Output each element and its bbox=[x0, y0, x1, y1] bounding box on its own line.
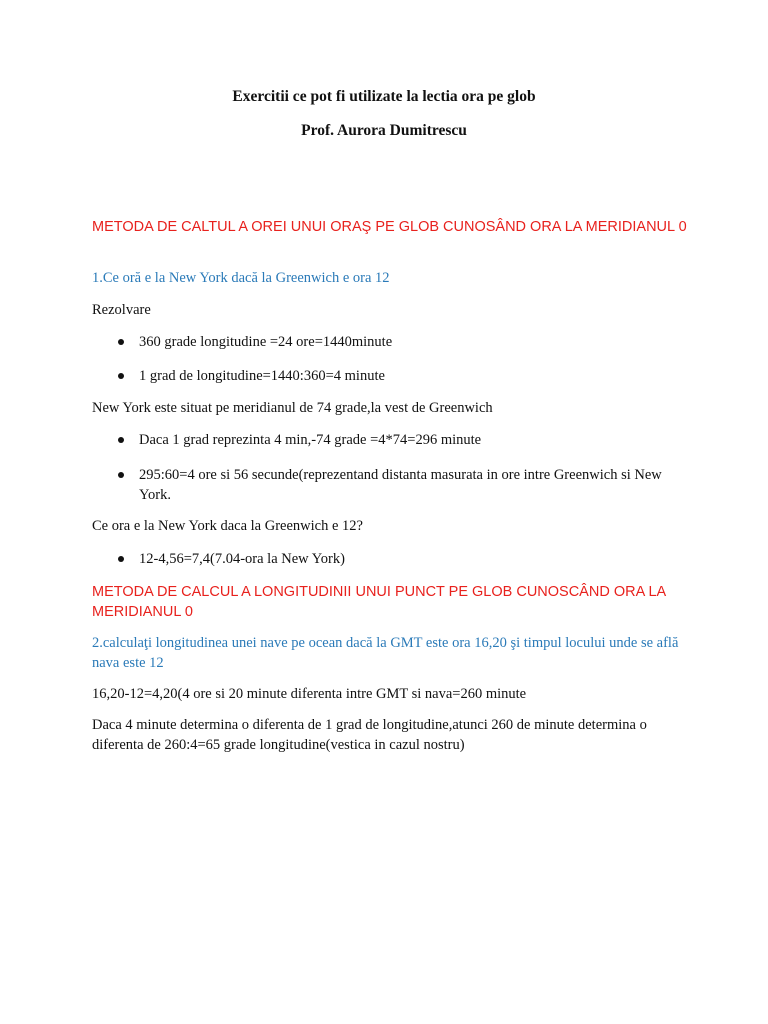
document-author: Prof. Aurora Dumitrescu bbox=[301, 122, 467, 139]
section2-question: 2.calculaţi longitudinea unei nave pe ocean dacă la GMT este ora 16,20 şi timpul locului unde se află nava este 12 bbox=[92, 635, 679, 671]
list-item bbox=[118, 332, 688, 352]
list-item bbox=[118, 366, 688, 386]
document-title: Exercitii ce pot fi utilizate la lectia ora pe glob bbox=[232, 88, 536, 105]
meridian-statement: New York este situat pe meridianul de 74 grade,la vest de Greenwich bbox=[92, 400, 493, 416]
list-item-text: 12-4,56=7,4(7.04-ora la New York) bbox=[139, 551, 345, 567]
conclusion-paragraph: Daca 4 minute determina o diferenta de 1 grad de longitudine,atunci 260 de minute determina o diferenta de 260:4=65 grade longitudine(vestica in cazul nostru) bbox=[92, 717, 647, 753]
bullet-icon bbox=[118, 437, 124, 443]
list-item-text: 295:60=4 ore si 56 secunde(reprezentand distanta masurata in ore intre Greenwich si New York. bbox=[139, 467, 662, 503]
section1-question: 1.Ce oră e la New York dacă la Greenwich e ora 12 bbox=[92, 270, 390, 286]
list-item-text: Daca 1 grad reprezinta 4 min,-74 grade =4*74=296 minute bbox=[139, 432, 482, 448]
bullet-icon bbox=[118, 472, 124, 478]
list-item bbox=[118, 465, 688, 505]
bullet-icon bbox=[118, 556, 124, 562]
list-item bbox=[118, 430, 688, 450]
repeat-question: Ce ora e la New York daca la Greenwich e 12? bbox=[92, 518, 363, 534]
calculation-line: 16,20-12=4,20(4 ore si 20 minute diferenta intre GMT si nava=260 minute bbox=[92, 686, 527, 702]
section2-heading: METODA DE CALCUL A LONGITUDINII UNUI PUNCT PE GLOB CUNOSCÂND ORA LA MERIDIANUL 0 bbox=[92, 584, 666, 620]
list-item-text: 360 grade longitudine =24 ore=1440minute bbox=[139, 334, 393, 350]
resolution-label: Rezolvare bbox=[92, 302, 151, 318]
list-item bbox=[118, 549, 688, 569]
list-item-text: 1 grad de longitudine=1440:360=4 minute bbox=[139, 368, 385, 384]
bullet-icon bbox=[118, 373, 124, 379]
bullet-icon bbox=[118, 339, 124, 345]
section1-heading: METODA DE CALTUL A OREI UNUI ORAŞ PE GLOB CUNOSÂND ORA LA MERIDIANUL 0 bbox=[92, 219, 687, 235]
